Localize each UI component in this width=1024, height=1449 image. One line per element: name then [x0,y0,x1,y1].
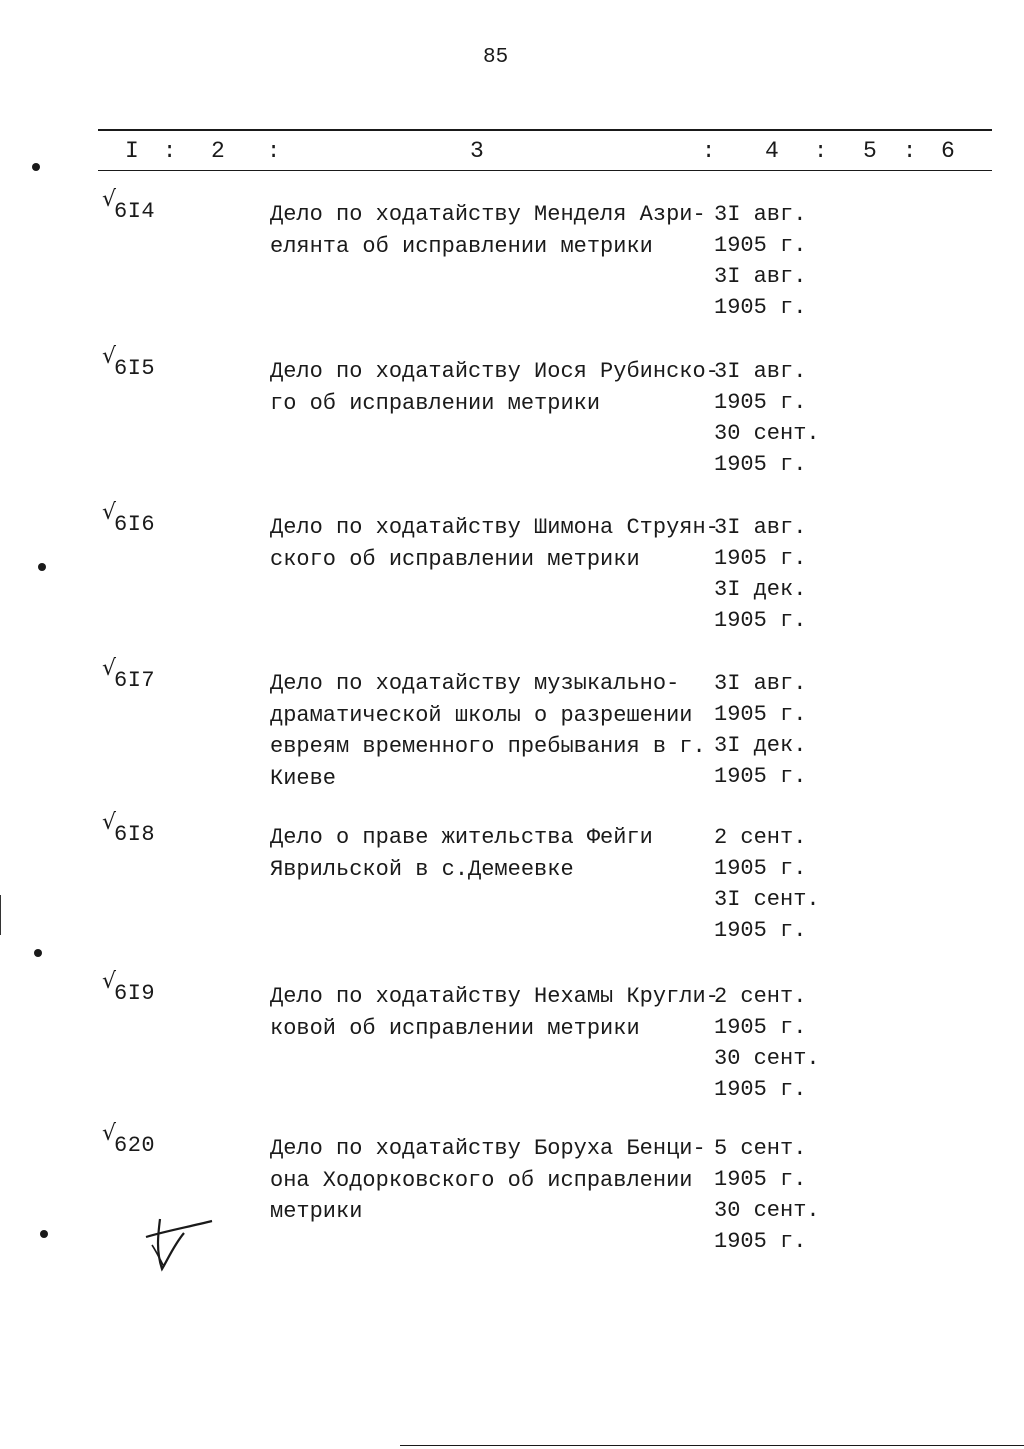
end-date-line: 1905 г. [714,295,807,320]
case-dates [714,981,820,1105]
column-separator: : [903,139,917,164]
start-date-line: 3I авг. [714,671,807,696]
checkmark-icon: √ [102,344,117,369]
column-header-5: 5 [863,138,877,164]
end-date-line: 3I сент. [714,887,820,912]
start-date-line: 3I авг. [714,202,807,227]
description-line: метрики [270,1199,363,1224]
description-line: Дело по ходатайству Иося Рубинско- [270,359,719,384]
start-date-line: 3I авг. [714,515,807,540]
case-description [270,1133,715,1228]
header-bottom-rule [98,170,992,171]
start-date-line: 3I авг. [714,359,807,384]
start-date-line: 1905 г. [714,856,807,881]
description-line: елянта об исправлении метрики [270,233,653,259]
case-number: 6I6 [114,512,156,537]
case-number: 6I7 [114,668,156,693]
start-date-line: 1905 г. [714,1167,807,1192]
case-dates [714,199,806,323]
start-date-line: 1905 г. [714,702,807,727]
start-date-line: 1905 г. [714,546,807,571]
start-date-line: 1905 г. [714,390,807,415]
page-bottom-rule [400,1445,1024,1446]
case-number: 6I5 [114,356,156,381]
case-number: 6I8 [114,822,156,847]
end-date-line: 1905 г. [714,1077,807,1102]
end-date-line: 3I дек. [714,733,807,758]
end-date-line: 30 сент. [714,421,820,446]
checkmark-icon: √ [102,969,117,994]
end-date-line: 3I авг. [714,264,807,289]
checkmark-icon: √ [102,1121,117,1146]
end-date-line: 30 сент. [714,1046,820,1071]
description-line: Дело по ходатайству Нехамы Кругли- [270,984,719,1009]
description-line: драматической школы о разрешении [270,702,693,728]
column-separator: : [702,139,716,164]
description-line: Дело по ходатайству Шимона Струян- [270,515,719,540]
end-date-line: 30 сент. [714,1198,820,1223]
header-top-rule [98,129,992,131]
start-date-line: 2 сент. [714,984,807,1009]
start-date-line: 2 сент. [714,825,807,850]
punch-hole-mark [32,163,40,171]
case-description [270,668,715,794]
table-row [0,969,1024,1121]
table-row [0,344,1024,496]
checkmark-icon: √ [102,656,117,681]
end-date-line: 1905 г. [714,608,807,633]
description-line: Яврильской в с.Демеевке [270,856,574,882]
start-date-line: 5 сент. [714,1136,807,1161]
punch-hole-mark [38,563,46,571]
column-header-3: 3 [470,138,484,164]
end-date-line: 1905 г. [714,1229,807,1254]
punch-hole-mark [34,949,42,957]
description-line: евреям временного пребывания в г. [270,734,706,759]
margin-mark [0,895,1,935]
description-line: ского об исправлении метрики [270,546,640,572]
handwritten-mark-icon [138,1215,218,1275]
description-line: го об исправлении метрики [270,390,601,416]
case-dates [714,1133,820,1257]
case-description [270,356,719,419]
case-description [270,822,715,885]
table-row [0,810,1024,962]
start-date-line: 1905 г. [714,1015,807,1040]
description-line: Дело о праве жительства Фейги [270,825,653,850]
case-dates [714,668,806,792]
checkmark-icon: √ [102,500,117,525]
end-date-line: 3I дек. [714,577,807,602]
end-date-line: 1905 г. [714,452,807,477]
column-header-6: 6 [941,138,955,164]
column-header-2: 2 [211,138,225,164]
case-description [270,512,719,575]
description-line: Дело по ходатайству Менделя Азри- [270,202,706,227]
checkmark-icon: √ [102,810,117,835]
column-separator: : [163,139,177,164]
case-number: 620 [114,1133,156,1158]
table-row [0,187,1024,339]
column-header-4: 4 [765,138,779,164]
column-separator: : [814,139,828,164]
description-line: она Ходорковского об исправлении [270,1167,693,1193]
case-dates [714,512,806,636]
column-header-1: I [125,138,139,164]
punch-hole-mark [40,1230,48,1238]
description-line: Дело по ходатайству Боруха Бенци- [270,1136,706,1161]
case-dates [714,822,820,946]
case-description [270,981,719,1044]
start-date-line: 1905 г. [714,233,807,258]
table-row [0,500,1024,652]
column-separator: : [267,139,281,164]
checkmark-icon: √ [102,187,117,212]
page-number: 85 [483,46,509,69]
end-date-line: 1905 г. [714,764,807,789]
case-description [270,199,715,262]
description-line: ковой об исправлении метрики [270,1015,640,1041]
description-line: Киеве [270,765,337,791]
table-row [0,656,1024,808]
case-number: 6I4 [114,199,156,224]
end-date-line: 1905 г. [714,918,807,943]
description-line: Дело по ходатайству музыкально- [270,671,680,696]
case-dates [714,356,820,480]
case-number: 6I9 [114,981,156,1006]
